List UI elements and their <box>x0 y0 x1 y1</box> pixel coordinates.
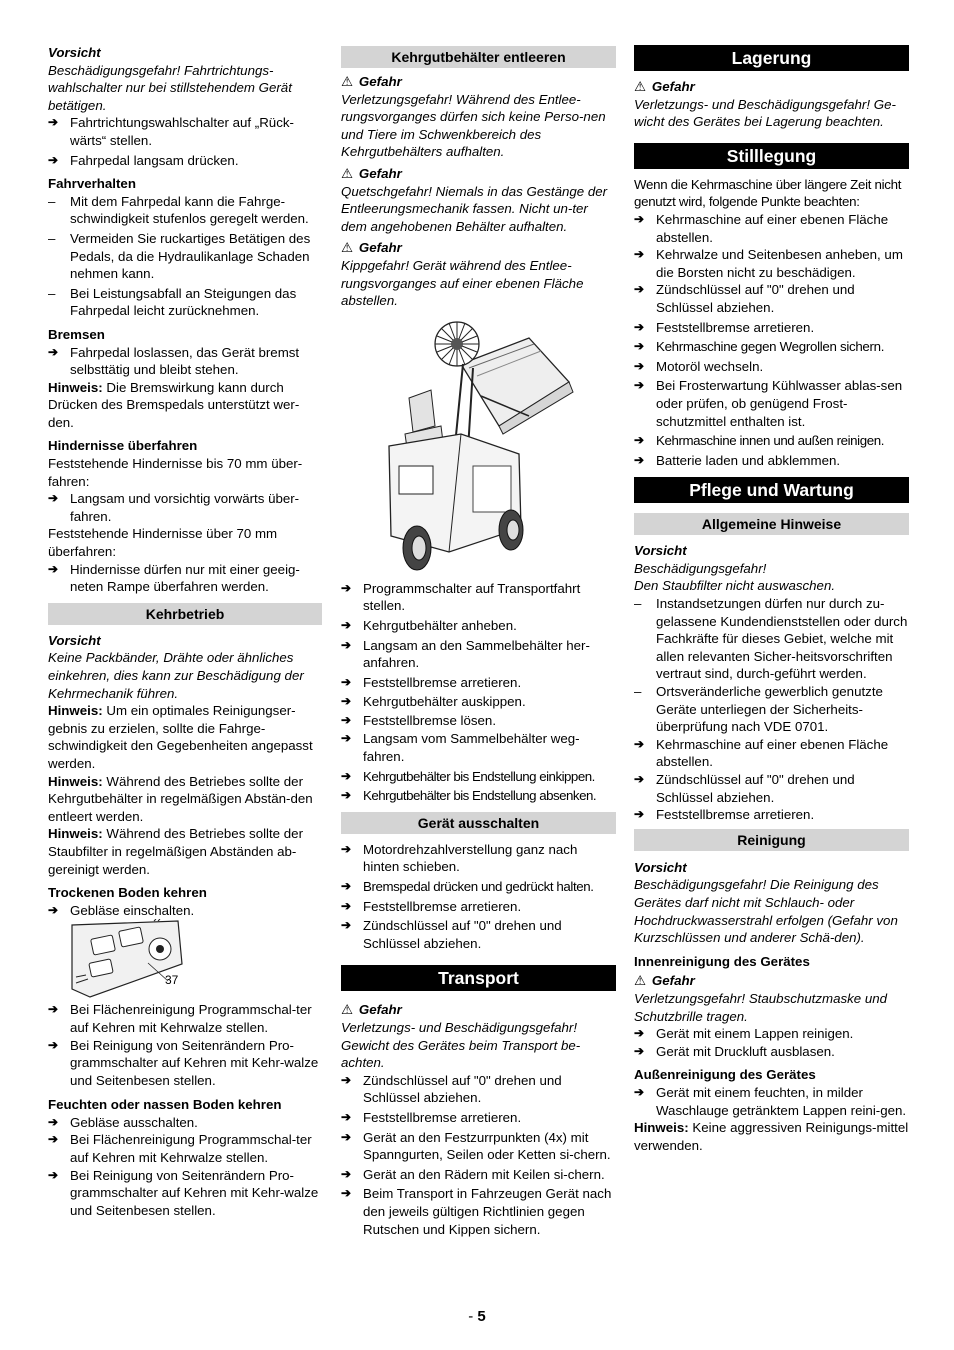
danger-heading <box>634 78 909 96</box>
step-item: ➔ Gerät mit Druckluft ausblasen. <box>634 1043 909 1061</box>
control-panel-drawing <box>70 919 210 999</box>
step-item: ➔ Feststellbremse arretieren. <box>341 674 616 692</box>
section-bar-entleeren: Kehrgutbehälter entleeren <box>341 46 616 68</box>
step-item: ➔ Kehrgutbehälter auskippen. <box>341 693 616 711</box>
caution-text: Beschädigungsgefahr! Fahrtrichtungs-wahlschalter nur bei stillstehendem Gerät betätigen. <box>48 62 292 113</box>
step-item: ➔ Kehrmaschine auf einer ebenen Fläche abstellen. <box>634 736 909 771</box>
danger-text: Verletzungsgefahr! Staubschutzmaske und Schutzbrille tragen. <box>634 990 888 1024</box>
step-item: ➔ Kehrgutbehälter bis Endstellung absenken. <box>341 787 616 805</box>
step-item: ➔ Zündschlüssel auf "0" drehen und Schlüssel abziehen. <box>341 917 616 952</box>
warning-triangle-icon: ⚠ <box>341 74 353 89</box>
danger-text: Kippgefahr! Gerät während des Entlee-rungsvorganges auf einer ebenen Fläche abstellen. <box>341 257 584 309</box>
column-left <box>48 40 322 1219</box>
note-label: Hinweis: <box>48 379 103 395</box>
step-item: ➔ Kehrmaschine auf einer ebenen Fläche abstellen. <box>634 211 909 246</box>
caution-text: Beschädigungsgefahr! <box>634 560 767 576</box>
danger-text: Verletzungs- und Beschädigungsgefahr! Ge-wicht des Gerätes bei Lagerung beachten. <box>634 96 896 130</box>
sweeper-emptying-figure <box>341 310 616 580</box>
warning-triangle-icon: ⚠ <box>634 79 646 94</box>
step-item: ➔ Fahrpedal langsam drücken. <box>48 152 322 170</box>
note-label: Hinweis: <box>48 826 103 842</box>
step-item: ➔ Gerät mit einem feuchten, in milder Waschlauge getränktem Lappen reini-gen. <box>634 1084 909 1119</box>
danger-text: Verletzungsgefahr! Während des Entlee-rungsvorganges dürfen sich keine Perso-nen und Tiere im Schwenkbereich des Kehrgutbehälters aufhalten. <box>341 91 606 160</box>
danger-heading <box>634 972 909 990</box>
step-item: ➔ Bremspedal drücken und gedrückt halten. <box>341 878 616 896</box>
note-label: Hinweis: <box>48 773 103 789</box>
step-item: ➔ Zündschlüssel auf "0" drehen und Schlüssel abziehen. <box>341 1072 616 1107</box>
step-item: ➔ Kehrwalze und Seitenbesen anheben, um die Borsten nicht zu beschädigen. <box>634 246 909 281</box>
section-heading-aussen: Außenreinigung des Gerätes <box>634 1067 816 1083</box>
note-label: Hinweis: <box>634 1120 689 1136</box>
paragraph: Feststehende Hindernisse bis 70 mm über-fahren: <box>48 456 303 489</box>
caution-label: Vorsicht <box>48 45 101 60</box>
step-item: ➔ Feststellbremse arretieren. <box>634 319 909 337</box>
note-text: Während des Betriebes sollte der Kehrgutbehälter in regelmäßigen Abstän-den entleert werden. <box>48 773 313 824</box>
paragraph: Feststehende Hindernisse über 70 mm überfahren: <box>48 526 278 560</box>
page-number <box>0 1308 954 1325</box>
caution-label: Vorsicht <box>48 632 101 648</box>
step-item: ➔ Beim Transport in Fahrzeugen Gerät nach den jeweils gültigen Richtlinien gegen Rutschen und Kippen sichern. <box>341 1185 616 1238</box>
step-item: ➔ Bei Flächenreinigung Programmschal-ter auf Kehren mit Kehrwalze stellen. <box>48 1131 322 1166</box>
warning-triangle-icon: ⚠ <box>341 165 353 181</box>
sweeper-drawing <box>369 316 609 578</box>
danger-heading <box>341 165 616 183</box>
column-middle <box>341 40 616 1238</box>
caution-label: Vorsicht <box>634 859 687 875</box>
section-bar-ausschalten: Gerät ausschalten <box>341 812 616 834</box>
section-heading-innen: Innenreinigung des Gerätes <box>634 953 810 969</box>
step-item: ➔ Gerät an den Rädern mit Keilen si-chern. <box>341 1166 616 1184</box>
danger-heading <box>341 73 616 91</box>
step-item: ➔ Fahrtrichtungswahlschalter auf „Rück-wärts“ stellen. <box>48 114 322 149</box>
list-item: – Bei Leistungsabfall an Steigungen das Fahrpedal leicht zurücknehmen. <box>48 285 322 320</box>
step-item: ➔ Feststellbremse arretieren. <box>341 898 616 916</box>
step-item: ➔ Zündschlüssel auf "0" drehen und Schlüssel abziehen. <box>634 281 909 316</box>
step-item: ➔ Langsam vom Sammelbehälter weg-fahren. <box>341 730 616 765</box>
step-item: ➔ Kehrgutbehälter bis Endstellung einkippen. <box>341 768 616 786</box>
step-item: ➔ Gerät mit einem Lappen reinigen. <box>634 1025 909 1043</box>
warning-triangle-icon: ⚠ <box>341 240 353 256</box>
caution-text: Beschädigungsgefahr! Die Reinigung des Gerätes darf nicht mit Schlauch- oder Hochdruckwasserstrahl erfolgen (Gefahr von Kurzschlüssen und anderer Schä-den). <box>634 877 898 946</box>
step-item: ➔ Gerät an den Festzurrpunkten (4x) mit Spanngurten, Seilen oder Ketten si-chern. <box>341 1129 616 1164</box>
danger-label: Gefahr <box>358 165 402 181</box>
step-item: ➔ Hindernisse dürfen nur mit einer geeig-neten Rampe überfahren werden. <box>48 561 322 596</box>
warning-triangle-icon: ⚠ <box>634 973 646 989</box>
note-text: Während des Betriebes sollte der Staubfilter in regelmäßigen Abständen ab-gereinigt werden. <box>48 826 303 877</box>
step-item: ➔ Kehrmaschine gegen Wegrollen sichern. <box>634 338 909 356</box>
danger-label: Gefahr <box>358 74 402 89</box>
step-item: ➔ Kehrgutbehälter anheben. <box>341 617 616 635</box>
list-item: – Instandsetzungen dürfen nur durch zu-gelassene Kundendienststellen oder durch Fachkräfte für dieses Gebiet, welche mit allen relevanten Sicher-heitsvorschriften vertraut sind, durch-geführt werden. <box>634 595 909 683</box>
page-prefix: - <box>468 1308 478 1325</box>
section-heading-hindernisse: Hindernisse überfahren <box>48 438 198 454</box>
figure-label: 37 <box>165 973 179 988</box>
section-bar-allgemein: Allgemeine Hinweise <box>634 513 909 535</box>
note-paragraph <box>48 773 322 826</box>
danger-heading <box>341 1001 616 1019</box>
step-item: ➔ Bei Reinigung von Seitenrändern Pro-grammschalter auf Kehren mit Kehr-walze und Seitenbesen stellen. <box>48 1037 322 1090</box>
section-bar-kehrbetrieb: Kehrbetrieb <box>48 603 322 625</box>
section-bar-transport: Transport <box>341 965 616 991</box>
caution-text: Keine Packbänder, Drähte oder ähnliches einkehren, dies kann zur Beschädigung der Kehrmechanik führen. <box>48 650 304 701</box>
control-panel-figure <box>48 919 322 1001</box>
section-bar-stilllegung: Stilllegung <box>634 143 909 169</box>
step-item: ➔ Motoröl wechseln. <box>634 358 909 376</box>
step-item: ➔ Motordrehzahlverstellung ganz nach hinten schieben. <box>341 841 616 876</box>
section-bar-pflege: Pflege und Wartung <box>634 477 909 503</box>
step-item: ➔ Langsam und vorsichtig vorwärts über-fahren. <box>48 490 322 525</box>
note-text: Keine aggressiven Reinigungs-mittel verwenden. <box>634 1120 909 1153</box>
danger-text: Quetschgefahr! Niemals in das Gestänge der Entleerungsmechanik fassen. Nicht un-ter dem angehobenen Behälter aufhalten. <box>341 183 608 234</box>
section-heading-trocken: Trockenen Boden kehren <box>48 885 207 901</box>
step-item: ➔ Feststellbremse arretieren. <box>634 806 909 824</box>
section-bar-reinigung: Reinigung <box>634 829 909 851</box>
section-heading-bremsen: Bremsen <box>48 326 105 342</box>
note-paragraph <box>48 825 322 878</box>
note-text: Um ein optimales Reinigungser-gebnis zu erzielen, sollte die Fahrge-schwindigkeit den Gegebenheiten angepasst werden. <box>48 703 313 771</box>
step-item: ➔ Gebläse ausschalten. <box>48 1114 322 1132</box>
danger-label: Gefahr <box>651 79 695 94</box>
step-item: ➔ Batterie laden und abklemmen. <box>634 452 909 470</box>
note-label: Hinweis: <box>48 703 103 719</box>
danger-text: Verletzungs- und Beschädigungsgefahr! Gewicht des Gerätes beim Transport be-achten. <box>341 1020 581 1071</box>
step-item: ➔ Langsam an den Sammelbehälter her-anfahren. <box>341 637 616 672</box>
note-paragraph <box>634 1119 909 1154</box>
list-item: – Ortsveränderliche gewerblich genutzte Geräte unterliegen der Sicherheits-überprüfung nach VDE 0701. <box>634 683 909 736</box>
step-item: ➔ Gebläse einschalten. <box>48 902 322 920</box>
step-item: ➔ Bei Reinigung von Seitenrändern Pro-grammschalter auf Kehren mit Kehr-walze und Seitenbesen stellen. <box>48 1167 322 1220</box>
danger-label: Gefahr <box>358 1002 402 1018</box>
section-heading-fahrverhalten: Fahrverhalten <box>48 176 136 192</box>
danger-label: Gefahr <box>358 240 402 256</box>
step-item: ➔ Bei Flächenreinigung Programmschal-ter auf Kehren mit Kehrwalze stellen. <box>48 1001 322 1036</box>
list-item: – Mit dem Fahrpedal kann die Fahrge-schwindigkeit stufenlos geregelt werden. <box>48 193 322 228</box>
step-item: ➔ Kehrmaschine innen und außen reinigen. <box>634 432 909 450</box>
step-item: ➔ Feststellbremse lösen. <box>341 712 616 730</box>
step-item: ➔ Fahrpedal loslassen, das Gerät bremst selbsttätig und bleibt stehen. <box>48 344 322 379</box>
paragraph: Wenn die Kehrmaschine über längere Zeit nicht genutzt wird, folgende Punkte beachten: <box>634 176 902 210</box>
danger-heading <box>341 239 616 257</box>
note-text: Die Bremswirkung kann durch Drücken des Bremspedals unterstützt wer-den. <box>48 379 300 430</box>
note-paragraph <box>48 379 322 432</box>
warning-triangle-icon: ⚠ <box>341 1002 353 1018</box>
column-right <box>634 40 909 1154</box>
note-paragraph <box>48 702 322 772</box>
step-item: ➔ Zündschlüssel auf "0" drehen und Schlüssel abziehen. <box>634 771 909 806</box>
section-heading-feucht: Feuchten oder nassen Boden kehren <box>48 1097 282 1113</box>
caution-label: Vorsicht <box>634 543 687 559</box>
danger-label: Gefahr <box>651 973 695 989</box>
section-bar-lagerung: Lagerung <box>634 45 909 71</box>
page-number-value: 5 <box>477 1308 486 1325</box>
list-item: – Vermeiden Sie ruckartiges Betätigen des Pedals, da die Hydraulikanlage Schaden nehmen kann. <box>48 230 322 283</box>
caution-text: Den Staubfilter nicht auswaschen. <box>634 578 836 594</box>
step-item: ➔ Programmschalter auf Transportfahrt stellen. <box>341 580 616 615</box>
step-item: ➔ Bei Frosterwartung Kühlwasser ablas-sen oder prüfen, ob genügend Frost-schutzmittel enthalten ist. <box>634 377 909 430</box>
step-item: ➔ Feststellbremse arretieren. <box>341 1109 616 1127</box>
